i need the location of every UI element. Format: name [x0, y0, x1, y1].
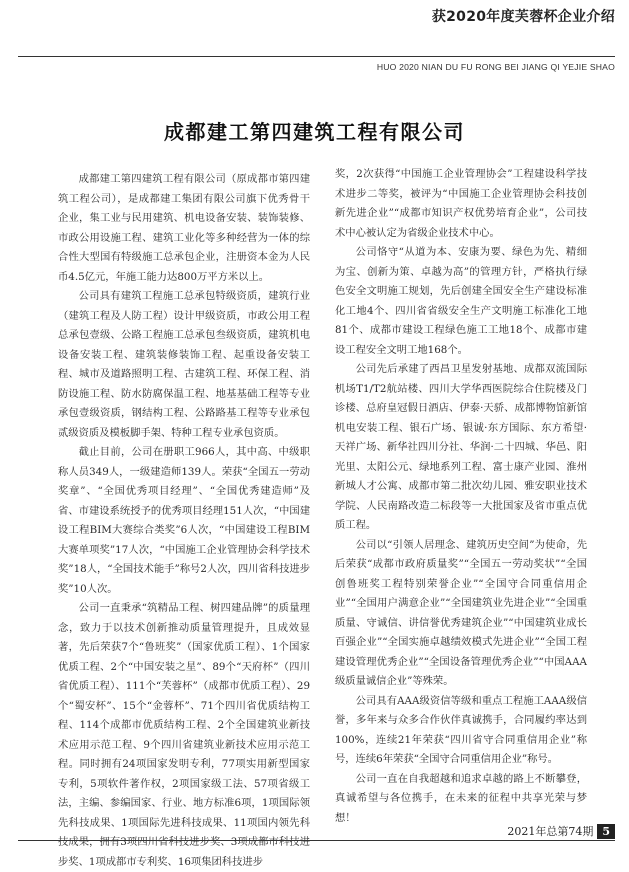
- footer-divider: [18, 840, 615, 841]
- page-number: 5: [597, 824, 615, 839]
- paragraph-staff: 截止目前，公司在册职工966人，其中高、中级职称人员349人，一级建造师139人。荣获“全国五一劳动奖章”、“全国优秀项目经理”、“全国优秀建造师”及省、市建设系统授予的优秀项目经理151人次，“中国建设工程BIM大赛综合类奖”6人次，“中国建设工程BIM大赛单项奖”17人次，“中国施工企业管理协会科学技术奖”18人，“全国技术能手”称号2人次，四川省科技进步奖”10人次。: [58, 446, 310, 595]
- article-column-left: [58, 170, 310, 872]
- magazine-section-title-pinyin: HUO 2020 NIAN DU FU RONG BEI JIANG QI YEJIE SHAO: [376, 62, 615, 72]
- magazine-section-title: 获2020年度芙蓉杯企业介绍: [431, 9, 615, 25]
- paragraph-intro: 成都建工第四建筑工程有限公司（原成都市第四建筑工程公司），是成都建工集团有限公司旗下优秀骨干企业，集工业与民用建筑、机电设备安装、装饰装修、市政公用设施工程、建筑工业化等多种经营为一体的综合性大型国有特级施工总承包企业，注册资本金为人民币4.5亿元，年施工能力达800万平方米以上。: [58, 173, 310, 283]
- article-title: 成都建工第四建筑工程有限公司: [164, 120, 465, 144]
- paragraph-honors: 公司以“引领人居理念、建筑历史空间”为使命，先后荣获“成都市政府质量奖”“全国五一劳动奖状”“全国创鲁班奖工程特别荣誉企业”“全国守合同重信用企业”“全国用户满意企业”“全国建筑业先进企业”“全国重质量、守诚信、讲信誉优秀建筑企业”“中国建筑业成长百强企业”“全国实施卓越绩效模式先进企业”“全国工程建设管理优秀企业”“全国设备管理优秀企业”“中国AAA级质量诚信企业”等殊荣。: [335, 538, 587, 687]
- paragraph-safety: 公司恪守“从道为本、安康为要、绿色为先、精细为宝、创新为策、卓越为高”的管理方针，严格执行绿色安全文明施工规划，先后创建全国安全生产建设标准化工地4个、四川省省级安全生产文明施工标准化工地81个、成都市建设工程绿色施工工地18个、成都市建设工程安全文明工地168个。: [335, 246, 587, 356]
- paragraph-credit: 公司具有AAA级资信等级和重点工程施工AAA级信誉，多年来与众多合作伙伴真诚携手，合同履约率达到100%，连续21年荣获“四川省守合同重信用企业”称号，连续6年荣获“全国守合同重信用企业”称号。: [335, 694, 587, 765]
- paragraph-closing: 公司一直在自我超越和追求卓越的路上不断攀登，真诚希望与各位携手，在未来的征程中共享光荣与梦想！: [335, 772, 587, 824]
- paragraph-qualifications: 公司具有建筑工程施工总承包特级资质，建筑行业（建筑工程及人防工程）设计甲级资质，市政公用工程总承包壹级、公路工程施工总承包叁级资质，建筑机电设备安装工程、建筑装修装饰工程、起重设备安装工程、城市及道路照明工程、古建筑工程、环保工程、消防设施工程、防水防腐保温工程、地基基础工程等专业承包壹级资质，钢结构工程、公路路基工程等专业承包贰级资质及模板脚手架、特种工程专业承包资质。: [58, 290, 310, 439]
- paragraph-quality: 公司一直秉承“筑精品工程、树四建品牌”的质量理念，致力于以技术创新推动质量管理提升，且成效显著，先后荣获7个“鲁班奖”（国家优质工程）、1个国家优质工程、2个“中国安装之星”、89个“天府杯”（四川省优质工程）、111个“芙蓉杯”（成都市优质工程）、29个“蜀安杯”、15个“金蓉杯”、71个四川省优质结构工程、114个成都市优质结构工程、2个全国建筑业新技术应用示范工程、9个四川省建筑业新技术应用示范工程。同时拥有24项国家发明专利，77项实用新型国家专利，5项软件著作权，2项国家级工法、57项省级工法，主编、参编国家、行业、地方标准6项，1项国际领先科技成果、1项国际先进科技成果、11项国内领先科技成果，拥有3项四川省科技进步奖、3项成都市科技进步奖、1项成都市专利奖、16项集团科技进步: [58, 602, 310, 868]
- paragraph-quality-continued: 奖，2次获得“中国施工企业管理协会”工程建设科学技术进步二等奖，被评为“中国施工企业管理协会科技创新先进企业”“成都市知识产权优势培育企业”，公司技术中心被认定为省级企业技术中心。: [335, 168, 587, 239]
- paragraph-projects: 公司先后承建了西昌卫星发射基地、成都双流国际机场T1/T2航站楼、四川大学华西医院综合住院楼及门诊楼、总府皇冠假日酒店、伊泰·天骄、成都博物馆新馆机电安装工程、银石广场、银诚·东方国际、东方希望·天祥广场、新华社四川分社、华润·二十四城、华邑、阳光里、太阳公元、绿地系列工程、富士康产业园、淮州新城人才公寓、成都市第二批次幼儿园、雅安职业技术学院、人民南路改造二标段等一大批国家及省市重点优质工程。: [335, 363, 587, 531]
- article-column-right: [335, 165, 587, 828]
- header-divider: [18, 56, 615, 57]
- page-footer: [507, 823, 615, 839]
- issue-label: 2021年总第74期: [507, 825, 594, 838]
